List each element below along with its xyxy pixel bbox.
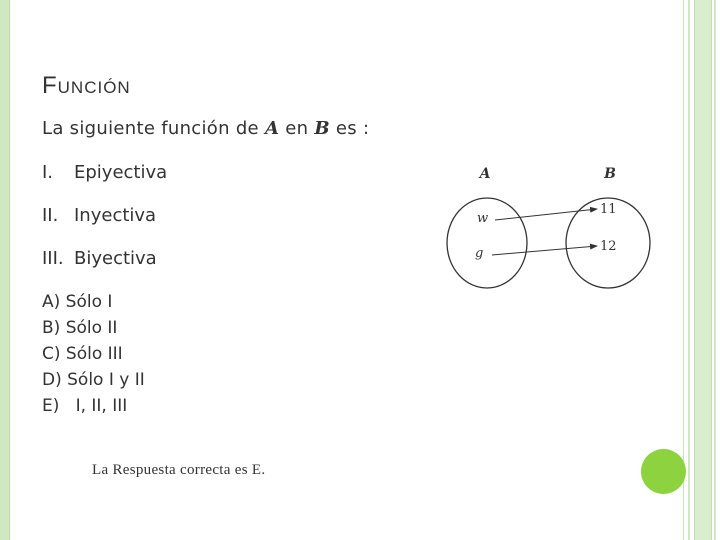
codomain-element-12: 12	[600, 239, 617, 254]
statement-item	[42, 205, 156, 226]
right-border-line	[688, 0, 690, 540]
option-a: A) Sólo I	[42, 292, 113, 312]
option-d: D) Sólo I y II	[42, 370, 145, 390]
domain-element-g: g	[475, 246, 484, 261]
answer-options	[42, 289, 145, 419]
right-border-line	[683, 0, 684, 540]
statement-label: Epiyectiva	[74, 162, 168, 183]
mapping-arrow-w-11	[495, 209, 597, 220]
statement-label: Inyectiva	[74, 205, 157, 226]
statement-item	[42, 248, 157, 269]
question-suffix: es :	[329, 118, 370, 139]
set-a-name: A	[264, 118, 280, 139]
statement-number: II.	[42, 205, 59, 226]
statement-label: Biyectiva	[74, 248, 157, 269]
slide-title: Función	[42, 72, 131, 99]
mapping-arrow-g-12	[492, 246, 597, 255]
set-a-label: A	[479, 166, 491, 182]
question-prefix: La siguiente función de	[42, 118, 265, 139]
statement-number: I.	[42, 162, 54, 183]
right-border-line	[714, 0, 716, 540]
question-text	[42, 118, 369, 139]
option-c: C) Sólo III	[42, 344, 123, 364]
option-b: B) Sólo II	[42, 318, 118, 338]
mapping-diagram	[440, 160, 660, 290]
green-circle-decoration	[641, 449, 686, 494]
statement-item	[42, 162, 167, 183]
set-b-name: B	[314, 118, 330, 139]
right-border-band	[694, 0, 712, 540]
correct-answer-text: La Respuesta correcta es E.	[92, 462, 266, 478]
left-border-bar	[0, 0, 10, 540]
question-middle: en	[279, 118, 315, 139]
domain-element-w: w	[477, 211, 489, 226]
set-b-label: B	[604, 166, 616, 182]
codomain-element-11: 11	[600, 202, 617, 217]
option-e: E) I, II, III	[42, 396, 128, 416]
statement-number: III.	[42, 248, 64, 269]
